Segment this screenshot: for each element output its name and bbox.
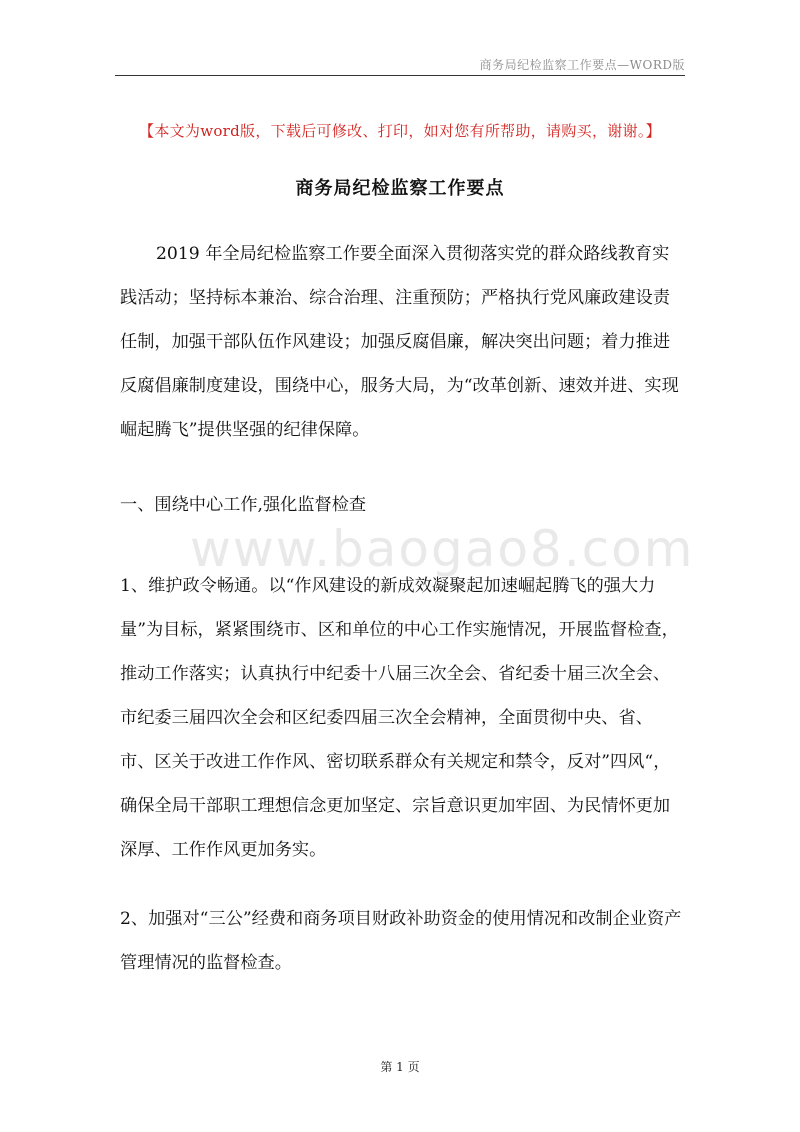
download-notice: 【本文为word版，下载后可修改、打印，如对您有所帮助，请购买，谢谢。】 <box>139 122 661 140</box>
list-item-2: 2、加强对“三公”经费和商务项目财政补助资金的使用情况和改制企业资产管理情况的监督检查。 <box>120 909 682 973</box>
list-item-1: 1、维护政令畅通。以“作风建设的新成效凝聚起加速崛起腾飞的强大力量”为目标，紧紧围绕市、区和单位的中心工作实施情况，开展监督检查，推动工作落实；认真执行中纪委十八届三次全会、省纪委十届三次全会、市纪委三届四次全会和区纪委四届三次全会精神，全面贯彻中央、省、市、区关于改进工作作风、密切联系群众有关规定和禁令，反对”四风“，确保全局干部职工理想信念更加坚定、宗旨意识更加牢固、为民情怀更加深厚、工作作风更加务实。 <box>120 576 679 860</box>
running-header: 商务局纪检监察工作要点—WORD版 <box>479 58 685 72</box>
watermark-text: www.baogao8.com <box>190 520 695 578</box>
page-number: 第 1 页 <box>380 1060 420 1074</box>
intro-paragraph: 2019 年全局纪检监察工作要全面深入贯彻落实党的群众路线教育实践活动；坚持标本兼治、综合治理、注重预防；严格执行党风廉政建设责任制，加强干部队伍作风建设；加强反腐倡廉，解决突出问题；着力推进反腐倡廉制度建设，围绕中心，服务大局，为“改革创新、速效并进、实现崛起腾飞”提供坚强的纪律保障。 <box>120 244 679 440</box>
document-title: 商务局纪检监察工作要点 <box>295 178 505 199</box>
header-divider <box>115 75 685 76</box>
section-heading-1: 一、围绕中心工作,强化监督检查 <box>120 495 367 515</box>
